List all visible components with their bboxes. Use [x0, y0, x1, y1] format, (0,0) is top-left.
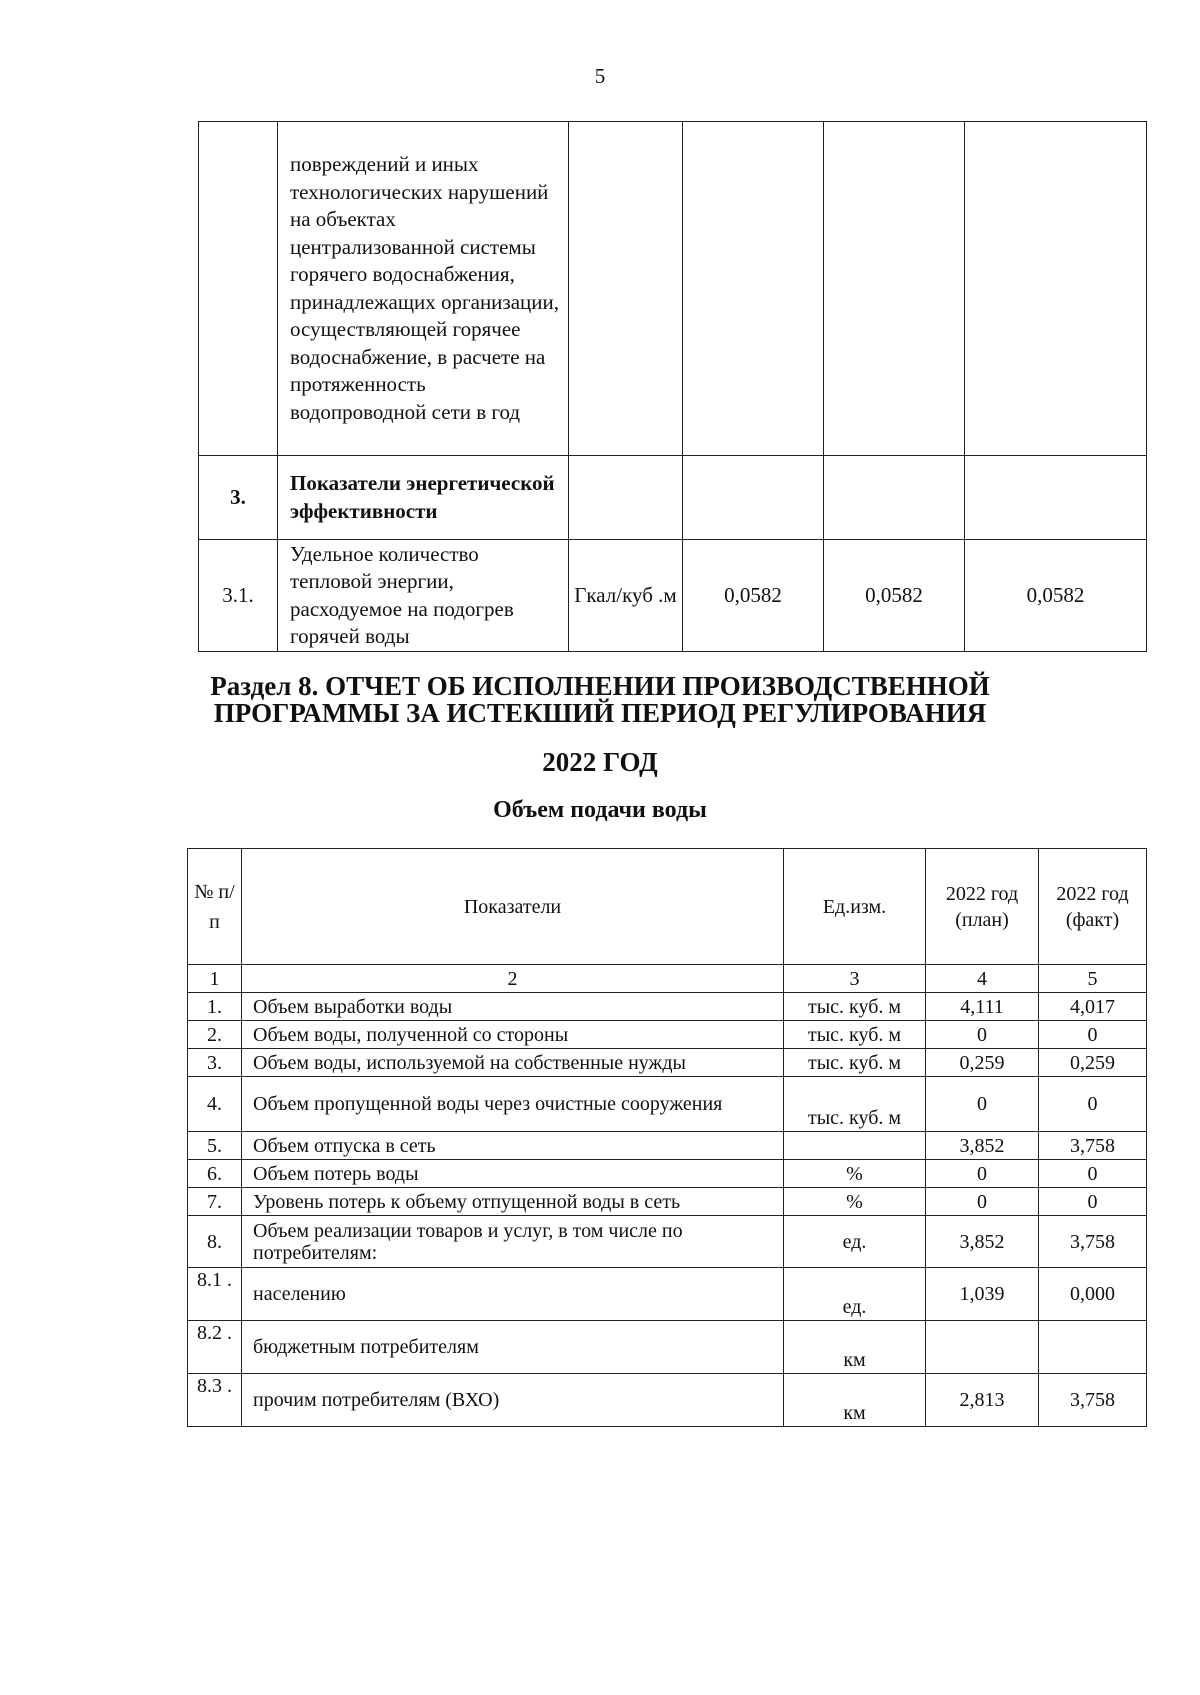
plan-value: 4,111: [926, 993, 1039, 1021]
plan-value: [926, 1321, 1039, 1374]
plan-value: 3,852: [926, 1132, 1039, 1160]
value-cell: 0,0582: [965, 540, 1147, 652]
section-title: [0, 673, 1200, 727]
value-cell: [965, 122, 1147, 456]
unit-cell: %: [784, 1188, 926, 1216]
column-number: 2: [242, 965, 784, 993]
fact-value: 3,758: [1039, 1132, 1147, 1160]
fact-value: 0: [1039, 1188, 1147, 1216]
value-cell: [824, 456, 965, 540]
indicators-table-continued: [198, 121, 1147, 652]
plan-value: 0,259: [926, 1049, 1039, 1077]
unit-cell: [784, 1132, 926, 1160]
plan-value: 2,813: [926, 1374, 1039, 1427]
indicator-name: Объем воды, используемой на собственные нужды: [242, 1049, 784, 1077]
fact-value: 0: [1039, 1077, 1147, 1132]
water-supply-table: [187, 848, 1147, 1427]
table-row: [188, 1374, 1147, 1427]
value-cell: [683, 456, 824, 540]
plan-value: 0: [926, 1021, 1039, 1049]
unit-cell: [569, 456, 683, 540]
header-name: Показатели: [242, 849, 784, 965]
fact-value: [1039, 1321, 1147, 1374]
unit-cell: [569, 122, 683, 456]
unit-cell: тыс. куб. м: [784, 1021, 926, 1049]
header-plan: 2022 год (план): [926, 849, 1039, 965]
plan-value: 0: [926, 1077, 1039, 1132]
unit-cell: Гкал/куб .м: [569, 540, 683, 652]
fact-value: 4,017: [1039, 993, 1147, 1021]
header-fact: 2022 год (факт): [1039, 849, 1147, 965]
row-number: 8.: [188, 1216, 242, 1268]
row-number: 1.: [188, 993, 242, 1021]
table-row: [188, 1077, 1147, 1132]
unit-cell: км: [784, 1321, 926, 1374]
table-header-row: [188, 849, 1147, 965]
unit-cell: тыс. куб. м: [784, 993, 926, 1021]
indicator-name: Удельное количество тепловой энергии, расходуемое на подогрев горячей воды: [278, 540, 569, 652]
table-title: Объем подачи воды: [493, 797, 707, 823]
row-number: 8.2 .: [188, 1321, 242, 1374]
unit-cell: тыс. куб. м: [784, 1049, 926, 1077]
unit-cell: ед.: [784, 1268, 926, 1321]
indicator-name: прочим потребителям (ВХО): [242, 1374, 784, 1427]
row-number: 8.3 .: [188, 1374, 242, 1427]
plan-value: 1,039: [926, 1268, 1039, 1321]
fact-value: 0,259: [1039, 1049, 1147, 1077]
indicator-name: Объем отпуска в сеть: [242, 1132, 784, 1160]
column-number: 3: [784, 965, 926, 993]
unit-cell: %: [784, 1160, 926, 1188]
indicator-name: Показатели энергетической эффективности: [278, 456, 569, 540]
table-row: [199, 122, 1147, 456]
table-row: [199, 540, 1147, 652]
row-number: 5.: [188, 1132, 242, 1160]
indicator-name: Объем выработки воды: [242, 993, 784, 1021]
header-num: № п/ п: [188, 849, 242, 965]
table-row: [188, 1021, 1147, 1049]
plan-value: 3,852: [926, 1216, 1039, 1268]
row-number: 3.: [199, 456, 278, 540]
indicator-name: бюджетным потребителям: [242, 1321, 784, 1374]
table-row: [188, 1188, 1147, 1216]
unit-cell: ед.: [784, 1216, 926, 1268]
unit-cell: км: [784, 1374, 926, 1427]
indicator-name: повреждений и иных технологических нарушений на объектах централизованной системы горячего водоснабжения, принадлежащих организации, осуществляющей горячее водоснабжение, в расчете на протяженность водопроводной сети в год: [278, 122, 569, 456]
plan-value: 0: [926, 1160, 1039, 1188]
indicator-name: населению: [242, 1268, 784, 1321]
table-row: [188, 993, 1147, 1021]
row-number: 8.1 .: [188, 1268, 242, 1321]
year-title: 2022 ГОД: [542, 747, 658, 777]
row-number: 4.: [188, 1077, 242, 1132]
value-cell: [683, 122, 824, 456]
indicator-name: Объем пропущенной воды через очистные сооружения: [242, 1077, 784, 1132]
table-row: [188, 1321, 1147, 1374]
indicator-name: Объем реализации товаров и услуг, в том числе по потребителям:: [242, 1216, 784, 1268]
column-number: 5: [1039, 965, 1147, 993]
value-cell: 0,0582: [824, 540, 965, 652]
fact-value: 0: [1039, 1160, 1147, 1188]
row-number: 3.1.: [199, 540, 278, 652]
fact-value: 0,000: [1039, 1268, 1147, 1321]
section-title-line2: ПРОГРАММЫ ЗА ИСТЕКШИЙ ПЕРИОД РЕГУЛИРОВАНИЯ: [213, 698, 987, 728]
table-row: [188, 1049, 1147, 1077]
fact-value: 3,758: [1039, 1216, 1147, 1268]
unit-cell: тыс. куб. м: [784, 1077, 926, 1132]
column-number: 1: [188, 965, 242, 993]
row-number: 7.: [188, 1188, 242, 1216]
table-row: [188, 1132, 1147, 1160]
column-number: 4: [926, 965, 1039, 993]
column-numbers-row: [188, 965, 1147, 993]
table-row: [188, 1216, 1147, 1268]
fact-value: 0: [1039, 1021, 1147, 1049]
table-row: [188, 1268, 1147, 1321]
plan-value: 0: [926, 1188, 1039, 1216]
table-row: [188, 1160, 1147, 1188]
value-cell: [965, 456, 1147, 540]
indicator-name: Объем воды, полученной со стороны: [242, 1021, 784, 1049]
indicator-name: Уровень потерь к объему отпущенной воды в сеть: [242, 1188, 784, 1216]
indicator-name: Объем потерь воды: [242, 1160, 784, 1188]
page-number: 5: [594, 64, 606, 88]
table-row: [199, 456, 1147, 540]
row-number: 6.: [188, 1160, 242, 1188]
row-number: 2.: [188, 1021, 242, 1049]
row-number: 3.: [188, 1049, 242, 1077]
value-cell: [824, 122, 965, 456]
section-title-line1: Раздел 8. ОТЧЕТ ОБ ИСПОЛНЕНИИ ПРОИЗВОДСТВЕННОЙ: [210, 671, 990, 701]
fact-value: 3,758: [1039, 1374, 1147, 1427]
value-cell: 0,0582: [683, 540, 824, 652]
row-number: [199, 122, 278, 456]
header-unit: Ед.изм.: [784, 849, 926, 965]
